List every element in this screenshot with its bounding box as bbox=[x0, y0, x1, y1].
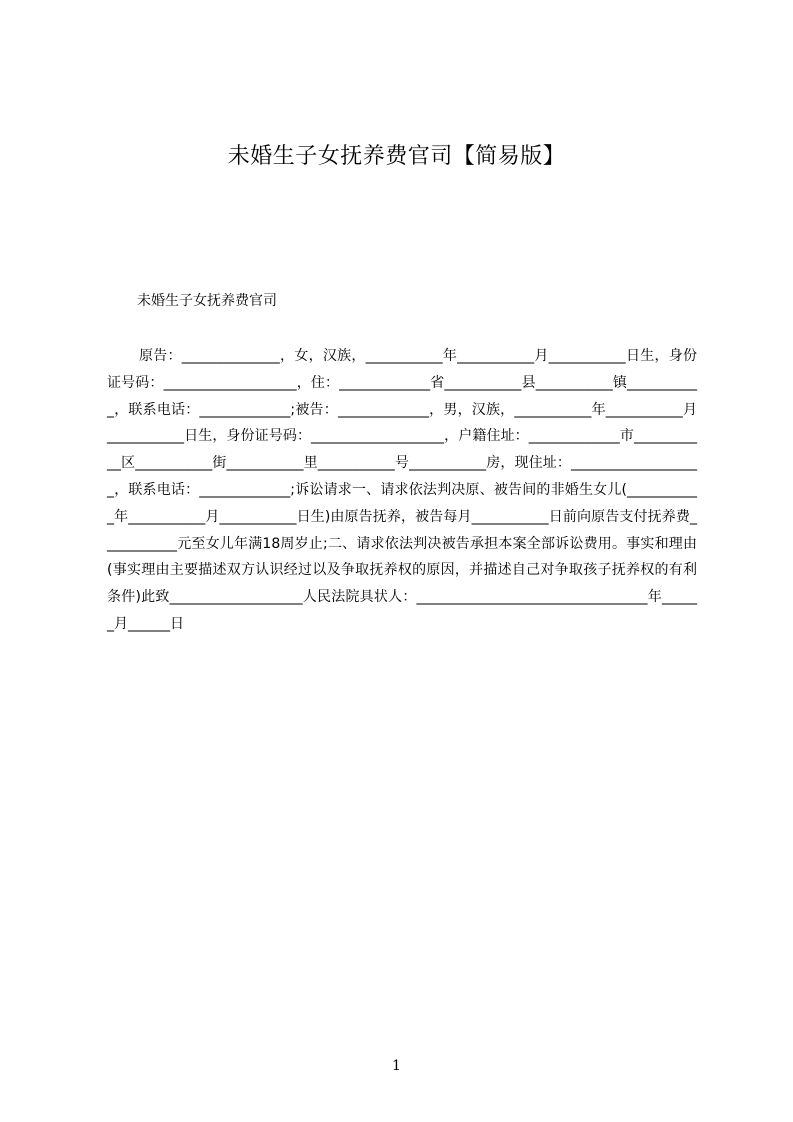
document-title: 未婚生子女抚养费官司【简易版】 bbox=[227, 144, 566, 169]
page-number: 1 bbox=[392, 1058, 401, 1074]
document-subtitle: 未婚生子女抚养费官司 bbox=[137, 293, 277, 309]
complaint-body-paragraph: 原告：______________，女，汉族，___________年___________月___________日生，身份证号码：___________________，住：_____________省___________县___________镇___________，联系电话：_____________;被告：_____________，男，汉族，___________年___________月___________日生，身份证号码：___________________，户籍住址：_____________市___________区___________街___________里___________号___________房，现住址：___________________，联系电话：_____________;诉讼请求一、请求依法判决原、被告间的非婚生女儿(___________年___________月___________日生)由原告抚养，被告每月___________日前向原告支付抚养费___________元至女儿年满18周岁止;二、请求依法判决被告承担本案全部诉讼费用。事实和理由(事实理由主要描述双方认识经过以及争取抚养权的原因，并描述自己对争取孩子抚养权的有利条件)此致___________________人民法院具状人：_________________________________年______月______日 bbox=[107, 348, 697, 632]
